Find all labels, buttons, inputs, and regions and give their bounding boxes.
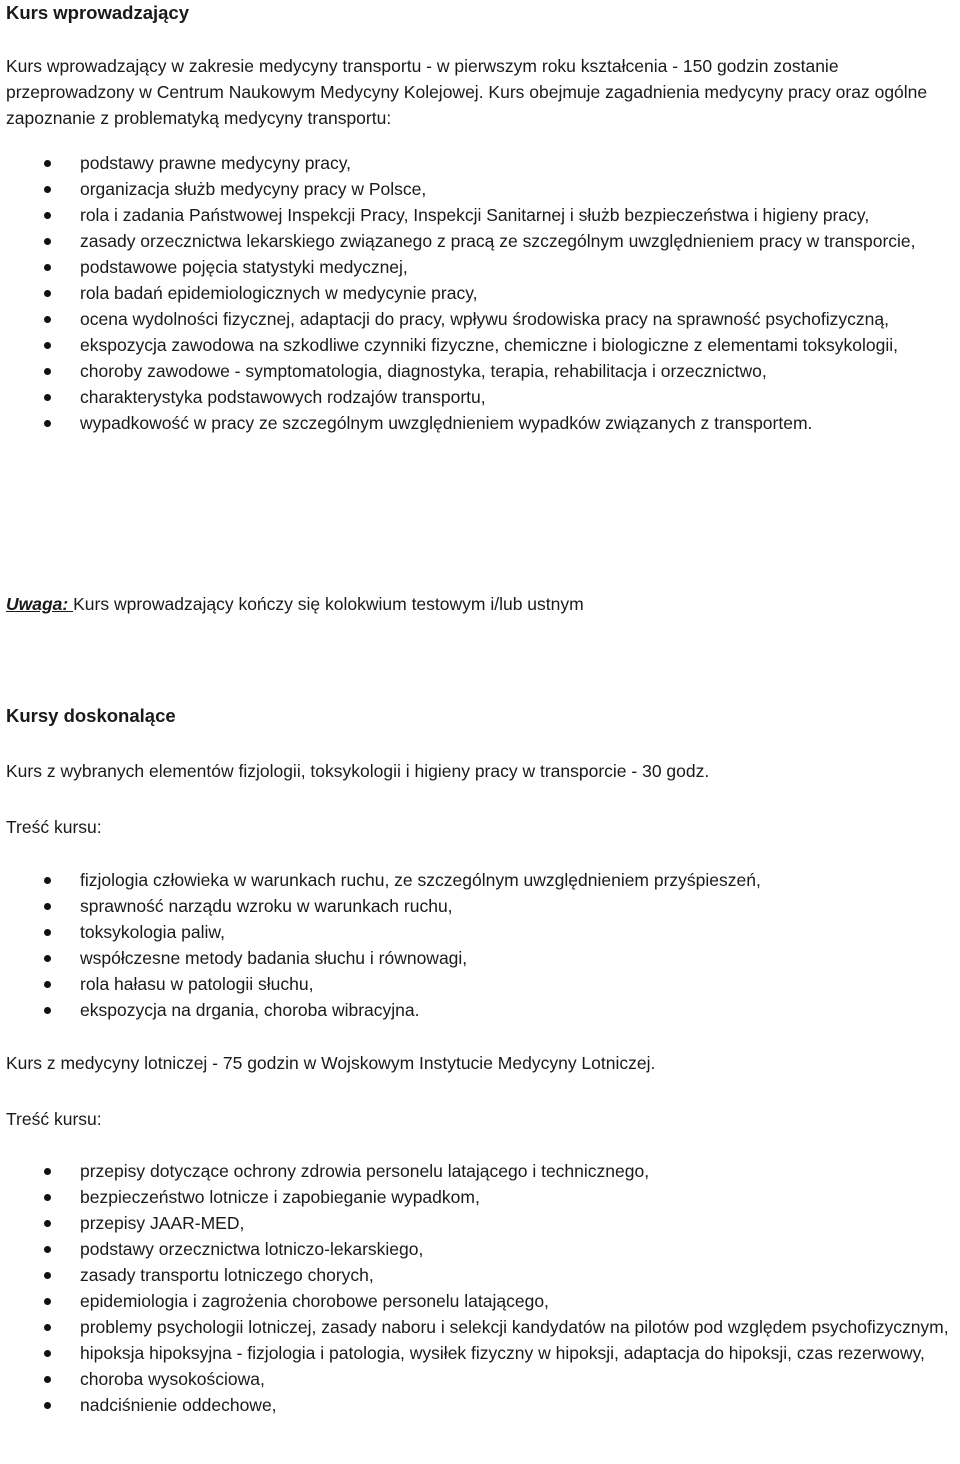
list-item: choroby zawodowe - symptomatologia, diagnostyka, terapia, rehabilitacja i orzecznictwo,	[0, 358, 960, 384]
list-item: zasady transportu lotniczego chorych,	[0, 1262, 960, 1288]
course1-content-label: Treść kursu:	[6, 817, 102, 837]
list-item: ocena wydolności fizycznej, adaptacji do pracy, wpływu środowiska pracy na sprawność psychofizyczną,	[0, 306, 960, 332]
list-item: ekspozycja zawodowa na szkodliwe czynniki fizyczne, chemiczne i biologiczne z elementami toksykologii,	[0, 332, 960, 358]
list-item: nadciśnienie oddechowe,	[0, 1392, 960, 1418]
list-item: zasady orzecznictwa lekarskiego związanego z pracą ze szczególnym uwzględnieniem pracy w transporcie,	[0, 228, 960, 254]
list-item: bezpieczeństwo lotnicze i zapobieganie wypadkom,	[0, 1184, 960, 1210]
list-item: fizjologia człowieka w warunkach ruchu, ze szczególnym uwzględnieniem przyśpieszeń,	[0, 867, 960, 893]
list-item: choroba wysokościowa,	[0, 1366, 960, 1392]
list-item: podstawy prawne medycyny pracy,	[0, 150, 960, 176]
list-item: podstawowe pojęcia statystyki medycznej,	[0, 254, 960, 280]
list-item: hipoksja hipoksyjna - fizjologia i patologia, wysiłek fizyczny w hipoksji, adaptacja do hipoksji, czas rezerwowy,	[0, 1340, 960, 1366]
course2-title: Kurs z medycyny lotniczej - 75 godzin w Wojskowym Instytucie Medycyny Lotniczej.	[6, 1053, 656, 1073]
list-item: problemy psychologii lotniczej, zasady naboru i selekcji kandydatów na pilotów pod względem psychofizycznym,	[0, 1314, 960, 1340]
course2-topics-list	[0, 1158, 960, 1418]
note-text: Kurs wprowadzający kończy się kolokwium testowym i/lub ustnym	[73, 594, 584, 614]
course1-title: Kurs z wybranych elementów fizjologii, toksykologii i higieny pracy w transporcie - 30 godz.	[6, 761, 710, 781]
note-paragraph	[6, 591, 956, 617]
list-item: rola badań epidemiologicznych w medycynie pracy,	[0, 280, 960, 306]
heading-kurs-wprowadzajacy: Kurs wprowadzający	[6, 2, 190, 23]
list-item: epidemiologia i zagrożenia chorobowe personelu latającego,	[0, 1288, 960, 1314]
course2-content-label: Treść kursu:	[6, 1109, 102, 1129]
list-item: przepisy dotyczące ochrony zdrowia personelu latającego i technicznego,	[0, 1158, 960, 1184]
list-item: ekspozycja na drgania, choroba wibracyjna.	[0, 997, 960, 1023]
list-item: podstawy orzecznictwa lotniczo-lekarskiego,	[0, 1236, 960, 1262]
note-label: Uwaga:	[6, 594, 69, 614]
list-item: rola i zadania Państwowej Inspekcji Pracy, Inspekcji Sanitarnej i służb bezpieczeństwa i higieny pracy,	[0, 202, 960, 228]
list-item: toksykologia paliw,	[0, 919, 960, 945]
list-item: wypadkowość w pracy ze szczególnym uwzględnieniem wypadków związanych z transportem.	[0, 410, 960, 436]
course1-topics-list	[0, 867, 960, 1023]
list-item: przepisy JAAR-MED,	[0, 1210, 960, 1236]
intro-course-topics-list	[0, 150, 960, 436]
list-item: współczesne metody badania słuchu i równowagi,	[0, 945, 960, 971]
heading-kursy-doskonalace: Kursy doskonalące	[6, 705, 176, 726]
intro-paragraph: Kurs wprowadzający w zakresie medycyny transportu - w pierwszym roku kształcenia - 150 godzin zostanie przeprowadzony w Centrum Naukowym Medycyny Kolejowej. Kurs obejmuje zagadnienia medycyny pracy oraz ogólne zapoznanie z problematyką medycyny transportu:	[6, 56, 928, 128]
list-item: rola hałasu w patologii słuchu,	[0, 971, 960, 997]
list-item: organizacja służb medycyny pracy w Polsce,	[0, 176, 960, 202]
list-item: sprawność narządu wzroku w warunkach ruchu,	[0, 893, 960, 919]
list-item: charakterystyka podstawowych rodzajów transportu,	[0, 384, 960, 410]
